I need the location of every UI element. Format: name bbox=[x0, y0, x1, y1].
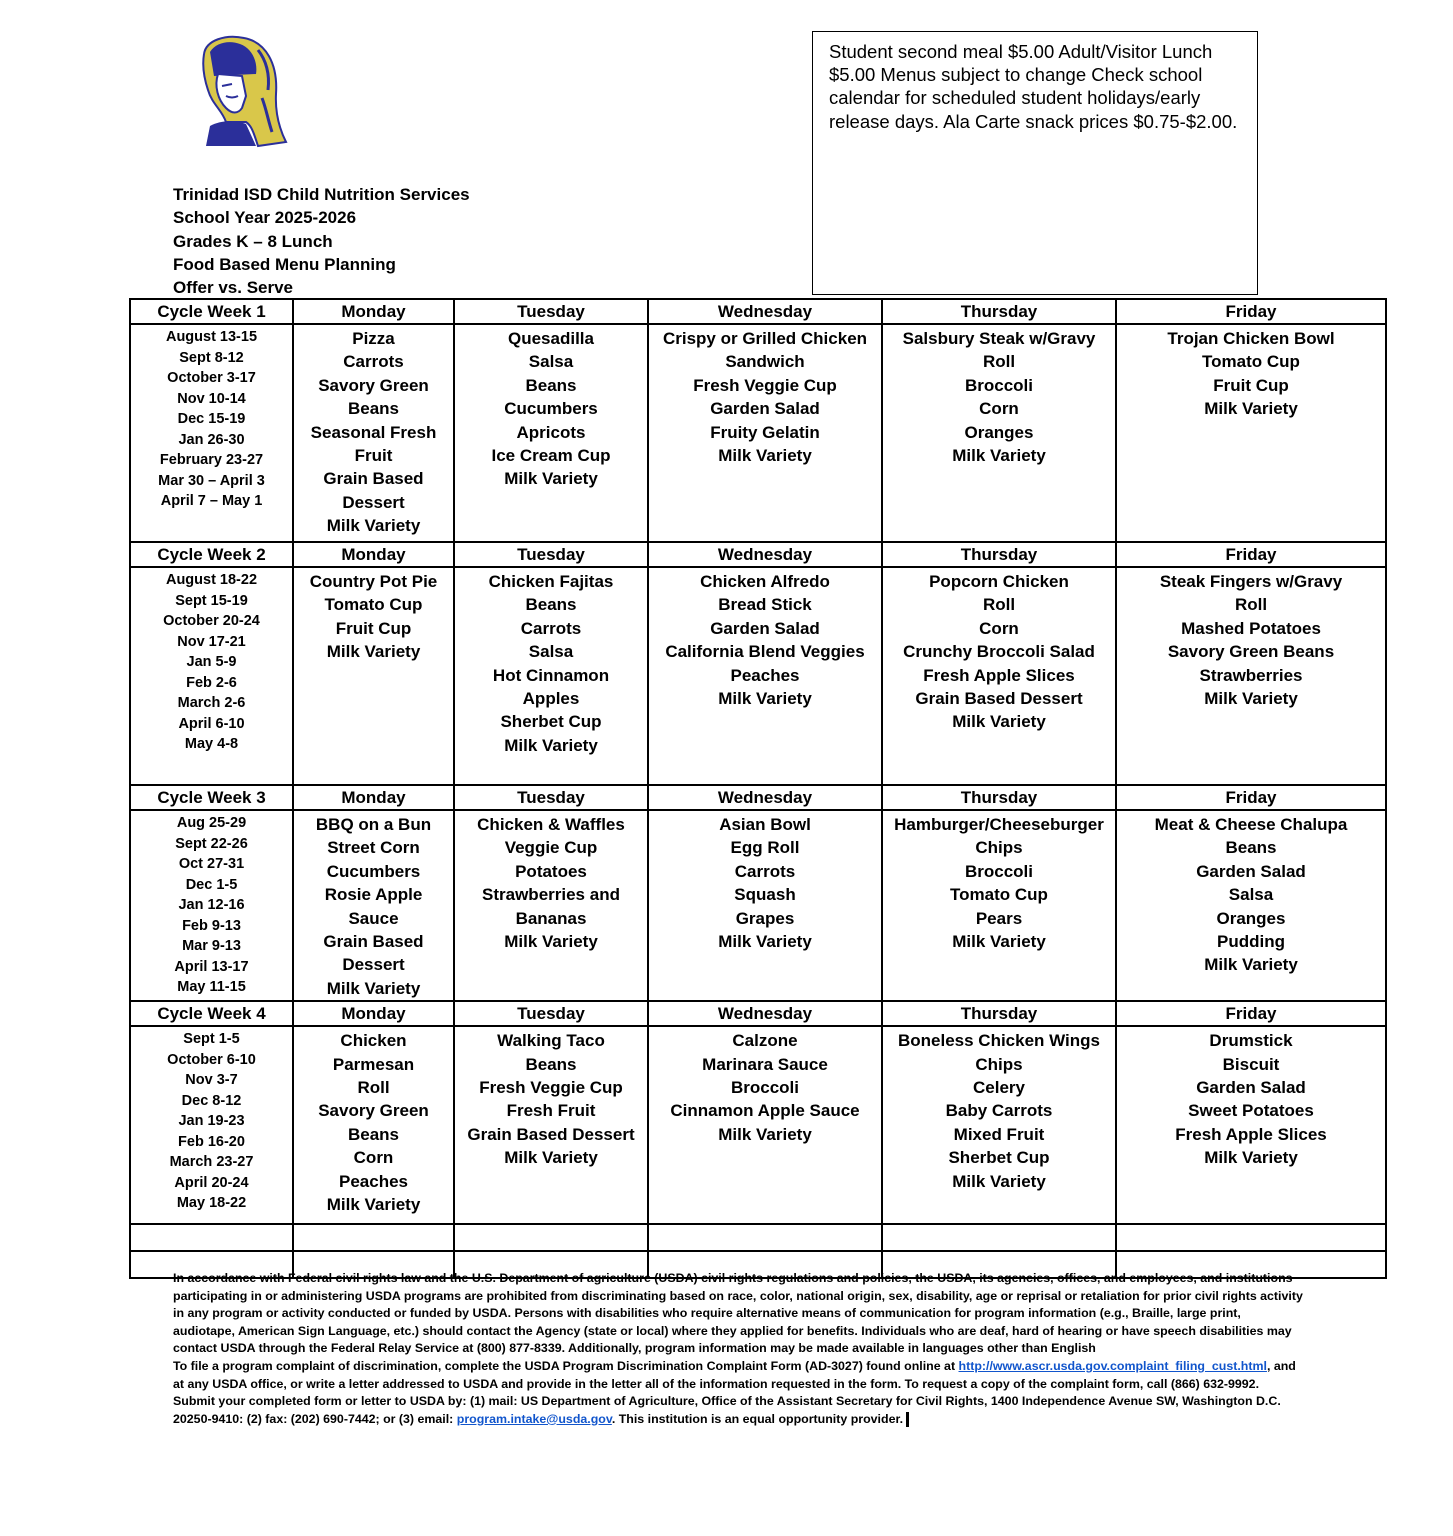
date-range: February 23-27 bbox=[159, 452, 264, 468]
day-menu bbox=[882, 810, 1116, 1001]
menu-item: Grapes bbox=[735, 908, 795, 928]
day-menu bbox=[1116, 810, 1386, 1001]
menu-item: Beans bbox=[525, 595, 577, 615]
week-menu-row bbox=[130, 324, 1386, 542]
date-range: Nov 10-14 bbox=[177, 390, 246, 407]
date-range: October 6-10 bbox=[167, 1051, 256, 1068]
date-range: August 13-15 bbox=[165, 329, 258, 345]
menu-item: Garden Salad bbox=[710, 399, 820, 419]
day-header: Monday bbox=[293, 785, 454, 810]
menu-item: Beans bbox=[347, 1124, 400, 1144]
menu-item: Chips bbox=[975, 838, 1023, 858]
menu-item: Baby Carrots bbox=[945, 1101, 1053, 1121]
day-menu bbox=[293, 1026, 454, 1224]
menu-item: Fresh Apple Slices bbox=[923, 665, 1075, 685]
trojan-logo bbox=[196, 34, 288, 150]
week-title: Cycle Week 1 bbox=[130, 299, 293, 324]
menu-item: Cucumbers bbox=[504, 399, 598, 419]
date-range: Feb 9-13 bbox=[182, 917, 241, 934]
menu-item: Beans bbox=[525, 375, 577, 395]
menu-item: Carrots bbox=[734, 861, 796, 881]
menu-item: Veggie Cup bbox=[504, 838, 598, 858]
menu-item: Egg Roll bbox=[730, 838, 800, 858]
date-range: Sept 15-19 bbox=[175, 592, 248, 609]
menu-item: Pizza bbox=[352, 329, 395, 348]
menu-item: Savory Green bbox=[318, 1101, 429, 1121]
menu-item: Broccoli bbox=[964, 861, 1034, 881]
menu-item: Sandwich bbox=[725, 352, 805, 372]
menu-item: Trojan Chicken Bowl bbox=[1167, 329, 1335, 348]
menu-item: Quesadilla bbox=[508, 329, 594, 348]
day-menu bbox=[454, 810, 648, 1001]
menu-item: Milk Variety bbox=[326, 642, 421, 662]
blank-cell bbox=[293, 1224, 454, 1251]
menu-item: Popcorn Chicken bbox=[929, 572, 1069, 591]
menu-item: Walking Taco bbox=[497, 1031, 605, 1051]
menu-item: Beans bbox=[347, 399, 400, 419]
menu-item: Beans bbox=[1225, 838, 1277, 858]
date-range: Mar 30 – April 3 bbox=[158, 472, 265, 489]
menu-item: Milk Variety bbox=[718, 689, 812, 709]
menu-item: Chicken Fajitas bbox=[488, 572, 614, 591]
cycle-dates bbox=[130, 324, 293, 542]
menu-item: Grain Based Dessert bbox=[915, 689, 1083, 709]
menu-item: Crunchy Broccoli Salad bbox=[903, 642, 1095, 662]
day-menu bbox=[648, 324, 882, 542]
menu-item: Apricots bbox=[516, 422, 586, 442]
menu-item: Seasonal Fresh bbox=[310, 422, 437, 442]
footer-paragraph-1: In accordance with Federal civil rights law and the U.S. Department of agriculture (USDA) civil rights regulations and policies, the USDA, its agencies, offices, and employees, and institutions participating in or administering USDA programs are prohibited from discriminating based on race, color, national origin, sex, disability, age or reprisal or retaliation for prior civil rights activity in any program or activity conducted or funded by USDA. Persons with disabilities who require alternative means of communication for program information (e.g., Braille, large print, audiotape, American Sign Language, etc.) should contact the Agency (state or local) where they applied for benefits. Individuals who are deaf, hard of hearing or have speech disabilities may contact USDA through the Federal Relay Service at (800) 877-8339. Additionally, program information may be made available in languages other than English bbox=[173, 1271, 1303, 1356]
day-header: Thursday bbox=[882, 542, 1116, 567]
menu-item: Sauce bbox=[348, 908, 399, 928]
blank-row bbox=[130, 1224, 1386, 1251]
menu-item: Strawberries and bbox=[482, 885, 620, 905]
date-range: March 2-6 bbox=[177, 695, 246, 711]
day-menu bbox=[648, 567, 882, 785]
menu-item: Steak Fingers w/Gravy bbox=[1159, 572, 1343, 591]
menu-item: Marinara Sauce bbox=[702, 1054, 828, 1074]
menu-item: Fresh Apple Slices bbox=[1175, 1124, 1327, 1144]
day-header: Tuesday bbox=[454, 1001, 648, 1026]
menu-item: Calzone bbox=[732, 1031, 798, 1051]
cycle-dates bbox=[130, 1026, 293, 1224]
cycle-dates bbox=[130, 810, 293, 1001]
menu-item: Grain Based bbox=[323, 932, 424, 952]
day-menu bbox=[1116, 1026, 1386, 1224]
date-range: Mar 9-13 bbox=[182, 938, 241, 954]
complaint-form-link[interactable]: http://www.ascr.usda.gov.complaint_filing_cust.html bbox=[958, 1358, 1267, 1373]
menu-item: Carrots bbox=[343, 352, 404, 372]
menu-item: Asian Bowl bbox=[719, 815, 811, 834]
date-range: April 6-10 bbox=[178, 715, 245, 732]
cycle-dates bbox=[130, 567, 293, 785]
menu-item: Crispy or Grilled Chicken bbox=[662, 329, 868, 348]
menu-item: Potatoes bbox=[515, 861, 587, 881]
menu-item: Meat & Cheese Chalupa bbox=[1154, 815, 1348, 834]
menu-item: Milk Variety bbox=[952, 446, 1046, 466]
menu-item: Savory Green bbox=[318, 375, 429, 395]
day-header: Tuesday bbox=[454, 785, 648, 810]
date-range: May 4-8 bbox=[184, 736, 239, 752]
menu-item: Milk Variety bbox=[326, 1195, 421, 1215]
blank-cell bbox=[882, 1224, 1116, 1251]
menu-item: Sweet Potatoes bbox=[1188, 1101, 1314, 1121]
menu-item: Milk Variety bbox=[504, 735, 598, 755]
day-menu bbox=[882, 567, 1116, 785]
week-header-row bbox=[130, 1001, 1386, 1026]
menu-table bbox=[129, 298, 1387, 1279]
date-range: October 3-17 bbox=[167, 370, 256, 386]
menu-item: Pears bbox=[975, 908, 1023, 928]
menu-item: Mixed Fruit bbox=[953, 1124, 1045, 1144]
day-header: Tuesday bbox=[454, 542, 648, 567]
menu-item: Roll bbox=[357, 1078, 390, 1098]
day-header: Monday bbox=[293, 1001, 454, 1026]
menu-item: Fruit bbox=[354, 446, 393, 466]
header-line: Grades K – 8 Lunch bbox=[173, 231, 333, 251]
week-menu-row bbox=[130, 1026, 1386, 1224]
menu-item: Bread Stick bbox=[718, 595, 812, 615]
footer-paragraph-2 bbox=[173, 1358, 1303, 1428]
date-range: Nov 17-21 bbox=[177, 633, 246, 650]
menu-item: Hamburger/Cheeseburger bbox=[894, 815, 1104, 834]
day-menu bbox=[293, 324, 454, 542]
date-range: Feb 2-6 bbox=[186, 674, 237, 691]
day-header: Thursday bbox=[882, 299, 1116, 324]
menu-item: Grain Based bbox=[323, 469, 424, 489]
menu-item: Milk Variety bbox=[718, 932, 812, 952]
date-range: April 13-17 bbox=[174, 958, 249, 975]
menu-item: Street Corn bbox=[327, 838, 420, 858]
menu-item: Savory Green Beans bbox=[1167, 642, 1335, 662]
menu-item: Peaches bbox=[339, 1171, 408, 1191]
date-range: Jan 12-16 bbox=[178, 897, 245, 913]
date-range: Oct 27-31 bbox=[178, 856, 245, 872]
date-range: April 7 – May 1 bbox=[160, 493, 263, 509]
menu-item: Grain Based Dessert bbox=[467, 1124, 635, 1144]
menu-item: Fruit Cup bbox=[1213, 375, 1289, 395]
date-range: Jan 19-23 bbox=[178, 1113, 245, 1130]
menu-item: Corn bbox=[979, 399, 1019, 419]
menu-item: California Blend Veggies bbox=[665, 642, 865, 662]
menu-item: Oranges bbox=[1216, 908, 1286, 928]
menu-item: Peaches bbox=[730, 665, 800, 685]
menu-item: Hot Cinnamon bbox=[492, 665, 610, 685]
menu-item: Milk Variety bbox=[718, 446, 812, 466]
menu-item: Milk Variety bbox=[1204, 1148, 1298, 1168]
menu-item: Cucumbers bbox=[326, 861, 421, 881]
menu-item: Milk Variety bbox=[952, 712, 1046, 732]
day-menu bbox=[648, 810, 882, 1001]
menu-item: Biscuit bbox=[1222, 1054, 1280, 1074]
menu-item: Chicken bbox=[340, 1031, 407, 1051]
menu-item: Sherbet Cup bbox=[948, 1148, 1050, 1168]
menu-item: Milk Variety bbox=[504, 932, 598, 952]
day-menu bbox=[454, 324, 648, 542]
menu-item: Ice Cream Cup bbox=[491, 446, 611, 466]
week-menu-row bbox=[130, 810, 1386, 1001]
text-cursor bbox=[906, 1412, 909, 1427]
date-range: Jan 5-9 bbox=[186, 654, 237, 670]
menu-item: Milk Variety bbox=[952, 1171, 1046, 1191]
menu-item: Celery bbox=[973, 1078, 1025, 1098]
menu-item: Dessert bbox=[342, 955, 405, 975]
menu-item: Fruity Gelatin bbox=[710, 422, 820, 442]
day-header: Friday bbox=[1116, 299, 1386, 324]
date-range: March 23-27 bbox=[169, 1154, 254, 1171]
menu-item: Chicken & Waffles bbox=[477, 815, 625, 834]
day-header: Wednesday bbox=[648, 785, 882, 810]
date-range: April 20-24 bbox=[174, 1174, 249, 1191]
menu-item: Milk Variety bbox=[1204, 689, 1298, 709]
menu-item: Parmesan bbox=[332, 1054, 415, 1074]
menu-item: BBQ on a Bun bbox=[315, 815, 432, 834]
menu-item: Chips bbox=[975, 1054, 1023, 1074]
menu-item: Rosie Apple bbox=[324, 885, 423, 905]
menu-item: Tomato Cup bbox=[950, 885, 1048, 905]
menu-item: Country Pot Pie bbox=[309, 572, 438, 591]
day-menu bbox=[454, 1026, 648, 1224]
date-range: Sept 1-5 bbox=[183, 1031, 240, 1048]
menu-item: Squash bbox=[734, 885, 796, 905]
date-range: Aug 25-29 bbox=[176, 815, 247, 831]
day-header: Friday bbox=[1116, 785, 1386, 810]
menu-item: Tomato Cup bbox=[324, 595, 423, 615]
date-range: Sept 22-26 bbox=[175, 835, 248, 852]
menu-item: Roll bbox=[982, 595, 1016, 615]
menu-item: Garden Salad bbox=[1196, 861, 1306, 881]
date-range: Dec 1-5 bbox=[185, 876, 238, 893]
menu-item: Dessert bbox=[342, 492, 405, 512]
header-line: Food Based Menu Planning bbox=[173, 254, 396, 274]
menu-item: Milk Variety bbox=[718, 1124, 812, 1144]
menu-item: Cinnamon Apple Sauce bbox=[670, 1101, 860, 1121]
header-line: Trinidad ISD Child Nutrition Services bbox=[173, 185, 470, 204]
day-header: Friday bbox=[1116, 542, 1386, 567]
menu-item: Carrots bbox=[520, 618, 582, 638]
menu-body bbox=[130, 299, 1386, 1278]
menu-item: Bananas bbox=[515, 908, 587, 928]
menu-item: Corn bbox=[979, 618, 1019, 638]
day-header: Monday bbox=[293, 542, 454, 567]
header-line: School Year 2025-2026 bbox=[173, 208, 357, 228]
pricing-notice-text: Student second meal $5.00 Adult/Visitor Lunch $5.00 Menus subject to change Check school calendar for scheduled student holidays/early release days. Ala Carte snack prices $0.75-$2.00. bbox=[829, 41, 1238, 132]
date-range: Jan 26-30 bbox=[178, 431, 245, 448]
day-header: Wednesday bbox=[648, 1001, 882, 1026]
week-title: Cycle Week 4 bbox=[130, 1001, 293, 1026]
menu-header bbox=[173, 183, 470, 299]
date-range: August 18-22 bbox=[165, 572, 258, 588]
week-menu-row bbox=[130, 567, 1386, 785]
menu-item: Garden Salad bbox=[710, 618, 820, 638]
menu-item: Sherbet Cup bbox=[500, 712, 602, 732]
menu-item: Mashed Potatoes bbox=[1181, 618, 1321, 638]
menu-item: Fresh Veggie Cup bbox=[479, 1078, 623, 1098]
pricing-notice-box bbox=[812, 31, 1258, 295]
day-header: Wednesday bbox=[648, 542, 882, 567]
menu-item: Fresh Fruit bbox=[506, 1101, 596, 1121]
menu-item: Milk Variety bbox=[1204, 955, 1298, 975]
date-range: October 20-24 bbox=[163, 613, 260, 629]
menu-item: Drumstick bbox=[1209, 1031, 1293, 1051]
menu-item: Garden Salad bbox=[1196, 1078, 1306, 1098]
day-menu bbox=[1116, 567, 1386, 785]
menu-item: Pudding bbox=[1217, 932, 1285, 952]
header-line: Offer vs. Serve bbox=[173, 278, 294, 298]
day-menu bbox=[454, 567, 648, 785]
date-range: Dec 15-19 bbox=[177, 411, 246, 427]
menu-item: Fruit Cup bbox=[335, 618, 412, 638]
day-header: Thursday bbox=[882, 785, 1116, 810]
menu-item: Roll bbox=[982, 352, 1016, 372]
day-header: Monday bbox=[293, 299, 454, 324]
day-header: Friday bbox=[1116, 1001, 1386, 1026]
email-link[interactable]: program.intake@usda.gov bbox=[456, 1411, 612, 1426]
menu-item: Boneless Chicken Wings bbox=[897, 1031, 1100, 1051]
menu-item: Oranges bbox=[964, 422, 1034, 442]
date-range: May 18-22 bbox=[176, 1195, 247, 1212]
day-header: Tuesday bbox=[454, 299, 648, 324]
menu-item: Roll bbox=[1234, 595, 1268, 615]
menu-item: Milk Variety bbox=[504, 1148, 598, 1168]
footer-text: . This institution is an equal opportunity provider. bbox=[611, 1411, 904, 1426]
day-header: Thursday bbox=[882, 1001, 1116, 1026]
date-range: Nov 3-7 bbox=[185, 1072, 238, 1089]
usda-nondiscrimination-statement bbox=[173, 1270, 1303, 1428]
week-title: Cycle Week 2 bbox=[130, 542, 293, 567]
blank-cell bbox=[454, 1224, 648, 1251]
day-menu bbox=[882, 1026, 1116, 1224]
menu-item: Salsbury Steak w/Gravy bbox=[902, 329, 1096, 348]
week-title: Cycle Week 3 bbox=[130, 785, 293, 810]
menu-item: Milk Variety bbox=[326, 978, 421, 998]
menu-item: Apples bbox=[522, 689, 580, 709]
menu-item: Broccoli bbox=[730, 1078, 800, 1098]
menu-item: Chicken Alfredo bbox=[700, 572, 830, 591]
menu-item: Beans bbox=[525, 1054, 577, 1074]
menu-item: Fresh Veggie Cup bbox=[693, 375, 837, 395]
blank-cell bbox=[648, 1224, 882, 1251]
menu-item: Salsa bbox=[528, 642, 574, 662]
date-range: Sept 8-12 bbox=[179, 349, 244, 366]
menu-item: Milk Variety bbox=[326, 516, 421, 536]
week-header-row bbox=[130, 785, 1386, 810]
day-menu bbox=[293, 810, 454, 1001]
menu-item: Strawberries bbox=[1199, 665, 1303, 685]
menu-item: Milk Variety bbox=[504, 469, 598, 489]
day-menu bbox=[293, 567, 454, 785]
week-header-row bbox=[130, 542, 1386, 567]
menu-item: Milk Variety bbox=[1204, 399, 1298, 419]
blank-cell bbox=[130, 1224, 293, 1251]
footer-text: To file a program complaint of discrimination, complete the USDA Program Discrimination Complaint Form (AD-3027) found online at bbox=[173, 1358, 959, 1373]
day-menu bbox=[1116, 324, 1386, 542]
menu-item: Salsa bbox=[528, 352, 574, 372]
menu-item: Corn bbox=[353, 1148, 394, 1168]
day-menu bbox=[648, 1026, 882, 1224]
blank-cell bbox=[1116, 1224, 1386, 1251]
footer-text: , and at any USDA office, or write a letter addressed to USDA and provide in the letter all of the information requested in the form. To request a copy of the complaint form, call (866) 632-9992. Submit your completed form or letter to USDA by: (1) mail: US Department of Agriculture, Office of the Assistant Secretary for Civil Rights, 1400 Independence Avenue SW, Washington D.C. 20250-9410: (2) fax: (202) 690-7442; or (3) email: bbox=[173, 1358, 1296, 1426]
day-menu bbox=[882, 324, 1116, 542]
day-header: Wednesday bbox=[648, 299, 882, 324]
menu-item: Salsa bbox=[1228, 885, 1274, 905]
date-range: Feb 16-20 bbox=[178, 1133, 245, 1150]
week-header-row bbox=[130, 299, 1386, 324]
menu-item: Tomato Cup bbox=[1202, 352, 1300, 372]
menu-item: Milk Variety bbox=[952, 932, 1046, 952]
date-range: May 11-15 bbox=[177, 979, 246, 995]
menu-item: Broccoli bbox=[964, 375, 1034, 395]
date-range: Dec 8-12 bbox=[181, 1092, 242, 1109]
